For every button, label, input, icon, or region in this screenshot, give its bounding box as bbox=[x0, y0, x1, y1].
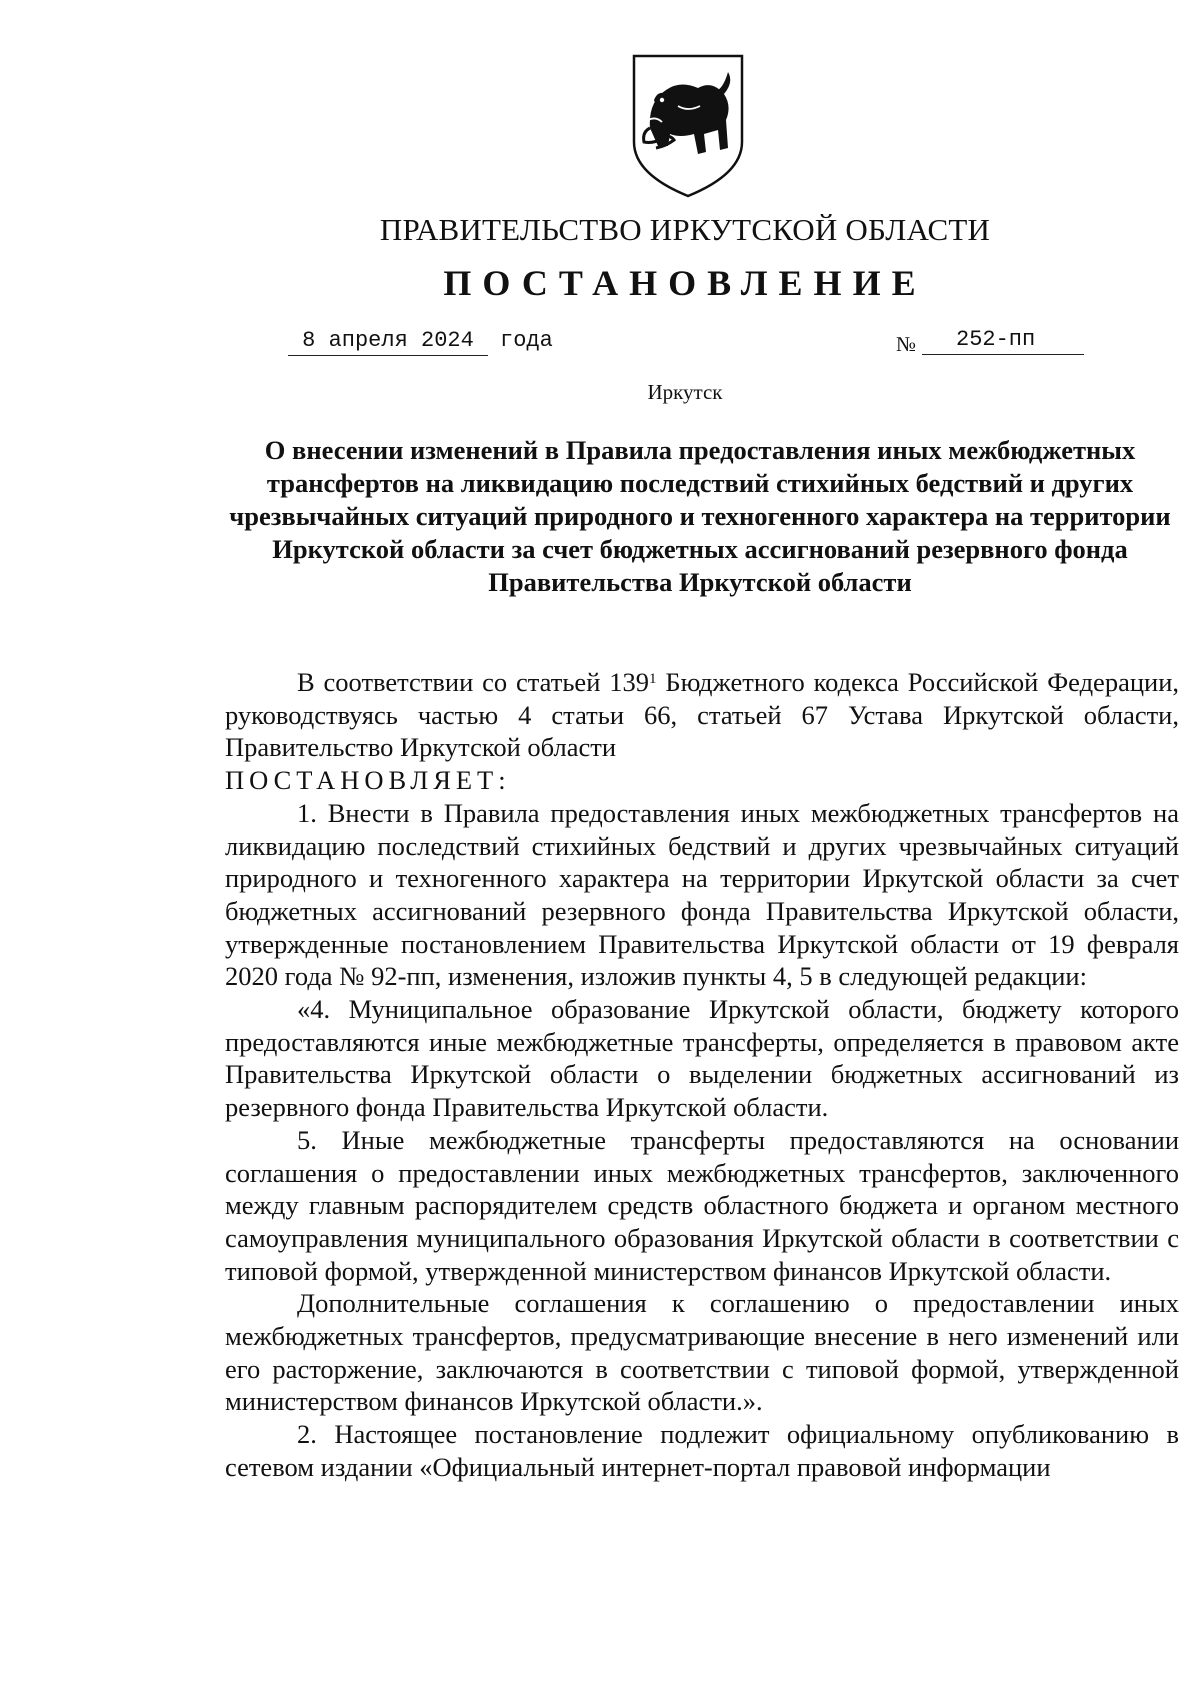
paragraph-point-5-additional: Дополнительные соглашения к соглашению о предоставлении иных межбюджетных трансфертов, предусматривающие внесение в него изменений или его расторжение, заключаются в соответствии с типовой формой, утвержденной министерством финансов Иркутской области.». bbox=[225, 1288, 1179, 1417]
decree-word: ПОСТАНОВЛЯЕТ: bbox=[225, 765, 511, 796]
intro-paragraph: В соответствии со статьей $139^1$ Бюджетного кодекса Российской Федерации, руководствуясь частью 4 статьи 66, статьей 67 Устава Иркутской области, Правительство Иркутской области bbox=[225, 667, 1180, 763]
document-number: 252-пп bbox=[922, 326, 1084, 355]
coat-of-arms-icon bbox=[628, 50, 748, 200]
document-type: ПОСТАНОВЛЕНИЕ bbox=[443, 263, 927, 303]
paragraph-1: 1. Внести в Правила предоставления иных межбюджетных трансфертов на ликвидацию последствий стихийных бедствий и других чрезвычайных ситуаций природного и техногенного характера на территории Иркутской области за счет бюджетных ассигнований резервного фонда Правительства Иркутской области, утвержденные постановлением Правительства Иркутской области от 19 февраля 2020 года № 92-пп, изменения, изложив пункты 4, 5 в следующей редакции: bbox=[225, 797, 1179, 992]
government-name: ПРАВИТЕЛЬСТВО ИРКУТСКОЙ ОБЛАСТИ bbox=[379, 212, 991, 247]
document-date: 8 апреля 2024 bbox=[288, 327, 488, 356]
superscript: 1 bbox=[649, 670, 657, 687]
paragraph-2: 2. Настоящее постановление подлежит официальному опубликованию в сетевом издании «Официальный интернет-портал правовой информации bbox=[225, 1419, 1179, 1482]
number-sign: № bbox=[896, 332, 917, 356]
city-name: Иркутск bbox=[647, 380, 723, 404]
year-word: года bbox=[500, 328, 553, 353]
paragraph-point-4: «4. Муниципальное образование Иркутской области, бюджету которого предоставляются иные межбюджетные трансферты, определяется в правовом акте Правительства Иркутской области о выделении бюджетных ассигнований из резервного фонда Правительства Иркутской области. bbox=[225, 994, 1179, 1123]
paragraph-point-5: 5. Иные межбюджетные трансферты предоставляются на основании соглашения о предоставлении иных межбюджетных трансфертов, заключенного между главным распорядителем средств областного бюджета и органом местного самоуправления муниципального образования Иркутской области в соответствии с типовой формой, утвержденной министерством финансов Иркутской области. bbox=[225, 1124, 1179, 1286]
document-title: О внесении изменений в Правила предоставления иных межбюджетных трансфертов на ликвидацию последствий стихийных бедствий и других чрезвычайных ситуаций природного и техногенного характера на территории Иркутской области за счет бюджетных ассигнований резервного фонда Правительства Иркутской области bbox=[229, 435, 1171, 597]
document-body bbox=[225, 666, 1179, 1484]
